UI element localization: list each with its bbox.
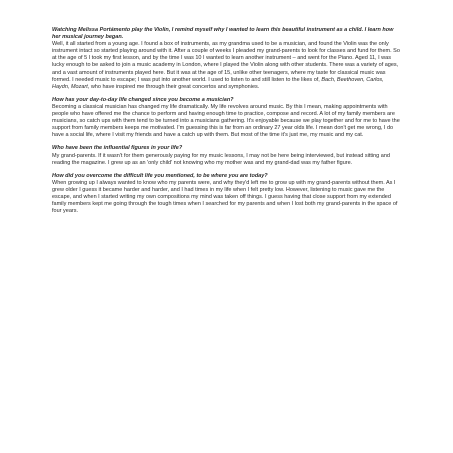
answer-4: When growing up I always wanted to know who my parents were, and why they'd left me to grow up with my grand-parents without them. As I grew older I guess it became harder and harder, and I had times in my life when I felt pretty low. However, listening to music gave me the escape, and when I started writing my own compositions my mind was taken off things. I guess having that close support from my extended family members kept me going through the tough times when I searched for my parents and when I lost both my grand-parents in the space of four years. [52,179,398,215]
question-3: Who have been the influential figures in your life? [52,145,183,152]
question-2: How has your day-to-day life changed since you become a musician? [52,96,234,103]
composer-list: Bach, Beethoven, Carlos, Haydn, Mozart, [52,76,384,90]
answer-1 [52,41,402,91]
intro-question: Watching Melissa Portámento play the Violin, I remind myself why I wanted to learn this beautiful instrument as a child. I learn how her musical journey began. [52,27,394,41]
answer-1-text-a: Well, it all started from a young age. I found a box of instruments, as my grandma used to be a musician, and found the Violin was the only instrument intact so started playing around with it. After a couple of weeks I pleaded my grand-parents to look for classes and fund for them. So at the age of 5 I took my first lesson, and by the time I was 10 I wanted to learn another instrument – and went for the Piano. Aged 11, I was lucky enough to be asked to join a music academy in London, where I played the Violin along with other students. There was a variety of ages, and a vast amount of instruments played here. But it was at the age of 15, unlike other teenagers, where my taste for classical music was formed. I needed music to escape; I was put into another world. I used to listen to and still listen to the likes of, [52,41,400,83]
answer-2: Becoming a classical musician has changed my life dramatically. My life revolves around music. By this I mean, making appointments with people who have offered me the chance to perform and having enough time to practice, compose and record. A lot of my family members are musicians, so catch ups with them tend to be turned into a musicians gathering. It's enjoyable because we play together and for me to have the support from family members keeps me motivated. I'm guessing this is far from an ordinary 27 year olds life. I mean don't get me wrong, I do have a social life, where I visit my friends and have a catch up with them. But most of the time it's just me, my music and my cat. [52,103,400,139]
interview-article [52,27,402,221]
answer-1-text-b: who have inspired me through their great concertos and symphonies. [90,83,260,90]
answer-3: My grand-parents. If it wasn't for them generously paying for my music lessons, I may not be here being interviewed, but instead sitting and reading the magazine. I grew up as an 'only child' not knowing who my mother was and my grand-dad was my father figure. [52,152,390,166]
question-4: How did you overcome the difficult life you mentioned, to be where you are today? [52,172,268,179]
